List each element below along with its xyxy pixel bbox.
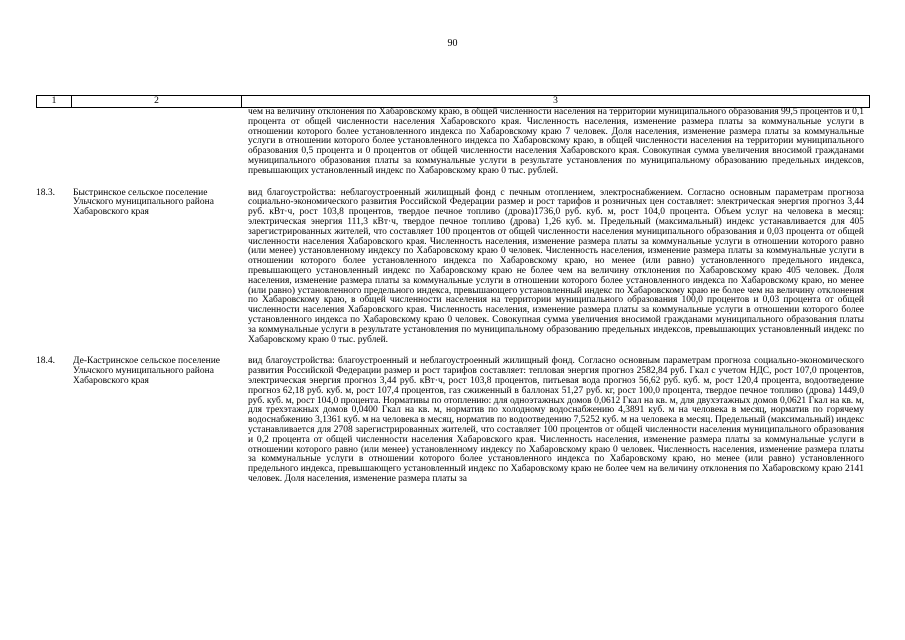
header-col-3: 3 xyxy=(553,96,558,106)
table-row xyxy=(36,357,870,484)
header-col-1: 1 xyxy=(37,96,72,107)
row-number: 18.3. xyxy=(36,187,55,198)
row-number: 18.4. xyxy=(36,356,55,367)
table-row xyxy=(36,108,870,177)
row-number xyxy=(36,108,71,177)
page-number: 90 xyxy=(447,38,458,49)
header-col-2: 2 xyxy=(72,96,242,107)
settlement-name xyxy=(71,108,241,177)
row-description: чем на величину отклонения по Хабаровскому краю, в общей численности населения на территории муниципального образования 99,5 процентов и 0,1 процента от общей численности населения Хабаровского края. Численность населения, изменение размера платы за коммунальные услуги в отношении которого более установленного индекса по Хабаровскому краю 7 человек. Доля населения, изменение размера платы за коммунальные услуги в отношении которого более установленного индекса по Хабаровскому краю, в общей численности населения на территории муниципального образования 0,5 процента и 0 процентов от общей численности населения Хабаровского края. Совокупная сумма увеличения вносимой гражданами муниципального образования платы за коммунальные услуги в результате установления по муниципальному образованию предельных индексов, превышающих установленный индекс по Хабаровскому краю 0 тыс. рублей. xyxy=(248,107,864,176)
data-table xyxy=(36,95,870,485)
row-description: вид благоустройства: благоустроенный и неблагоустроенный жилищный фонд. Согласно основным параметрам прогноза социально-экономического развития Российской Федерации размер и рост тарифов составляет: тепловая энергия прогноз 2582,84 руб. Гкал с учетом НДС, рост 107,0 процентов, электрическая энергия прогноз 3,44 руб. кВт·ч, рост 103,8 процентов, питьевая вода прогноз 56,62 руб. куб. м, рост 120,4 процента, водоотведение прогноз 62,18 руб. куб. м, рост 107,4 процентов, газ сжиженный в баллонах 51,27 руб. кг, рост 100,0 процента, твердое печное топливо (дрова) 1449,0 руб. куб. м, рост 104,0 процента. Нормативы по отоплению: для одноэтажных домов 0,0612 Гкал на кв. м, для двухэтажных домов 0,0621 Гкал на кв. м, для трехэтажных домов 0,0400 Гкал на кв. м, норматив по холодному водоснабжению 4,3891 куб. м на человека в месяц, норматив по горячему водоснабжению 3,1361 куб. м на человека в месяц, норматив по водоотведению 7,5252 куб. м на человека в месяц. Предельный (максимальный) индекс устанавливается для 2708 зарегистрированных жителей, что составляет 100 процентов от общей численности населения муниципального образования и 0,2 процента от общей численности населения Хабаровского края. Численность населения, изменение размера платы за коммунальные услуги в отношении которого равно (или менее) установленному индексу по Хабаровскому краю 0 человек. Численность населения, изменение размера платы за коммунальные услуги в отношении которого более установленного индекса по Хабаровскому краю, но менее (или равно) установленного предельного индекса, превышающего установленный индекс по Хабаровскому краю не более чем на величину отклонения по Хабаровскому краю 2141 человек. Доля населения, изменение размера платы за xyxy=(248,356,864,484)
settlement-name: Быстринское сельское поселение Ульчского муниципального района Хабаровского края xyxy=(73,187,214,218)
row-description: вид благоустройства: неблагоустроенный жилищный фонд с печным отоплением, электроснабжением. Согласно основным параметрам прогноза социально-экономического развития Российской Федерации размер и рост тарифов и розничных цен составляет: электрическая энергия прогноз 3,44 руб. кВт·ч, рост 103,8 процентов, твердое печное топливо (дрова)1736,0 руб. куб. м, рост 104,0 процента. Объем услуг на человека в месяц: электрическая энергия 111,3 кВт·ч, твердое печное топливо (дрова) 1,26 куб. м. Предельный (максимальный) индекс устанавливается для 405 зарегистрированных жителей, что составляет 100 процентов от общей численности населения муниципального образования и 0,03 процента от общей численности населения Хабаровского края. Численность населения, изменение размера платы за коммунальные услуги в отношении которого равно (или менее) установленному индексу по Хабаровскому краю 0 человек. Численность населения, изменение размера платы за коммунальные услуги в отношении которого более установленного индекса по Хабаровскому краю, но менее (или равно) установленного предельного индекса, превышающего установленный индекс по Хабаровскому краю не более чем на величину отклонения по Хабаровскому краю 405 человек. Доля населения, изменение размера платы за коммунальные услуги в отношении которого более установленного индекса по Хабаровскому краю, но менее (или равно) установленного предельного индекса, превышающего установленный индекс по Хабаровскому краю не более чем на величину отклонения по Хабаровскому краю, в общей численности населения на территории муниципального образования 100,0 процентов и 0,03 процента от общей численности населения Хабаровского края. Численность населения, изменение размера платы за коммунальные услуги в отношении которого более установленного индекса по Хабаровскому краю 0 человек. Совокупная сумма увеличения вносимой гражданами муниципального образования платы за коммунальные услуги в результате установления по муниципальному образованию предельных индексов, превышающих установленный индекс по Хабаровскому краю 0 тыс. рублей. xyxy=(248,187,864,345)
settlement-name: Де-Кастринское сельское поселение Ульчского муниципального района Хабаровского края xyxy=(73,356,221,386)
table-row xyxy=(36,189,870,346)
